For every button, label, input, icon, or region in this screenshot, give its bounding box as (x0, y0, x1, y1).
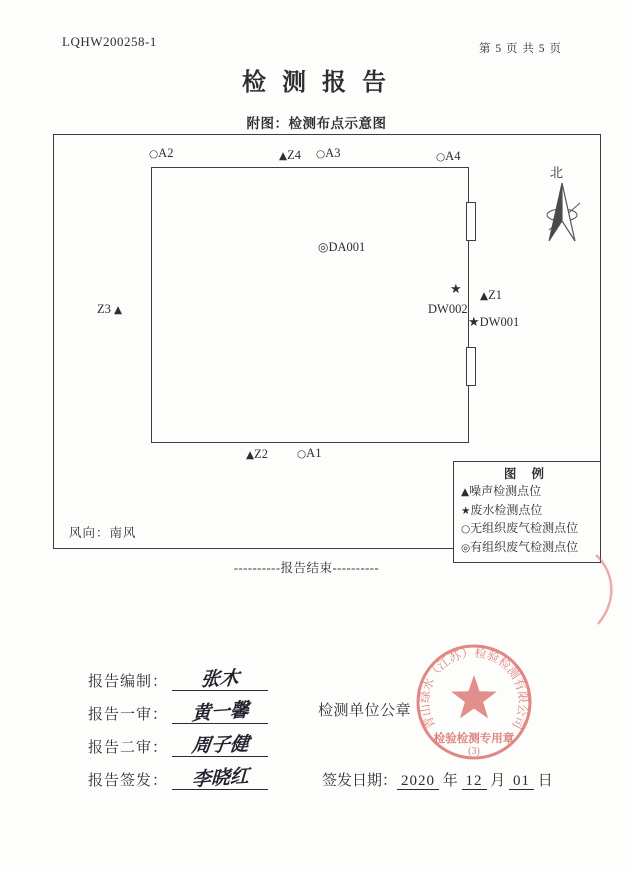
triangle-marker-icon: ▲ (279, 150, 288, 162)
signoff-row-first-review (88, 697, 268, 727)
seal-caption: 检测单位公章 (318, 703, 412, 719)
circle-marker-icon: ○ (297, 448, 307, 460)
legend-label: 废水检测点位 (470, 502, 543, 517)
point-Z4 (279, 148, 301, 163)
circle-marker-icon: ○ (149, 148, 159, 160)
legend-label: 噪声检测点位 (469, 484, 542, 498)
signature-handwriting: 李晓红 (191, 765, 249, 792)
svg-text:青山绿水（江苏）检验检测有限公司 (418, 645, 531, 732)
issue-month: 12 (462, 773, 487, 790)
double-circle-marker-icon: ◎ (461, 541, 471, 554)
year-unit: 年 (442, 773, 458, 789)
compass-north-icon (540, 181, 584, 247)
star-marker-icon: ★ (461, 504, 471, 517)
signoff-row-second-review (88, 730, 268, 760)
seal-number-text: (3) (468, 746, 480, 757)
seal-company-arc-text: 青山绿水（江苏）检验检测有限公司 (417, 645, 531, 732)
star-marker-icon: ★ (450, 282, 462, 297)
legend-item-fugitive-gas (454, 520, 600, 539)
signoff-label: 报告编制： (88, 674, 169, 690)
signature-handwriting: 黄一馨 (191, 699, 249, 726)
legend-label: 有组织废气检测点位 (470, 539, 579, 554)
point-Z2 (246, 447, 268, 462)
triangle-marker-icon: ▲ (246, 449, 255, 461)
legend-title: 图 例 (503, 467, 551, 481)
point-DW002-marker (450, 282, 462, 297)
signoff-row-issuer (88, 763, 268, 793)
point-label: A4 (445, 149, 461, 163)
signoff-label: 报告签发： (88, 773, 169, 789)
signature-handwriting: 周子健 (189, 733, 250, 758)
point-label: Z3 (97, 302, 111, 316)
building-vent-top (466, 202, 476, 241)
point-label: Z2 (254, 447, 268, 461)
triangle-marker-icon: ▲ (480, 290, 489, 302)
site-layout-diagram (53, 134, 601, 554)
point-DA001 (318, 240, 365, 255)
triangle-marker-icon: ▲ (461, 486, 470, 498)
point-A3 (316, 146, 340, 161)
page-title: 检 测 报 告 (242, 70, 391, 96)
signature-line (172, 730, 268, 757)
legend-label: 无组织废气检测点位 (470, 521, 579, 535)
point-Z1 (480, 288, 502, 303)
triangle-marker-icon: ▲ (114, 304, 123, 316)
seal-center-text: 检验检测专用章 (433, 733, 515, 745)
signoff-label: 报告二审： (88, 740, 169, 756)
point-label: Z1 (488, 288, 502, 302)
star-marker-icon: ★ (468, 315, 480, 330)
circle-marker-icon: ○ (316, 148, 326, 160)
issue-day: 01 (509, 773, 534, 790)
issue-date-line (322, 769, 553, 790)
point-A2 (149, 146, 173, 161)
wind-direction: 风向：南风 (69, 526, 137, 540)
circle-marker-icon: ○ (436, 151, 446, 163)
signature-line (172, 697, 268, 724)
point-DW002-label (428, 302, 468, 317)
report-number: LQHW200258-1 (62, 34, 157, 49)
point-label: A2 (158, 146, 174, 160)
issue-year: 2020 (397, 773, 439, 790)
point-label: A1 (306, 446, 322, 460)
legend-item-wastewater (454, 502, 600, 521)
signature-line (172, 763, 268, 790)
legend-box (453, 461, 601, 563)
point-label: DW002 (428, 302, 468, 316)
company-seal-stamp (404, 632, 544, 772)
building-outline (151, 167, 469, 443)
point-label: Z4 (287, 148, 301, 162)
point-label: DW001 (479, 315, 520, 329)
north-label: 北 (550, 165, 564, 180)
point-label: DA001 (328, 240, 366, 254)
seal-star-icon (451, 675, 497, 718)
building-vent-bottom (466, 347, 476, 386)
page-subtitle: 附图：检测布点示意图 (246, 116, 387, 131)
signature-handwriting: 张木 (199, 668, 241, 691)
page-indicator: 第 5 页 共 5 页 (479, 43, 562, 55)
point-A4 (436, 149, 460, 164)
report-end-line: ----------报告结束---------- (233, 561, 380, 575)
signature-line (172, 664, 268, 691)
signoff-label: 报告一审： (88, 707, 169, 723)
legend-item-noise (454, 483, 600, 502)
legend-item-organized-gas (454, 539, 600, 558)
point-DW001 (468, 315, 519, 330)
signoff-row-compiler (88, 664, 268, 694)
double-circle-marker-icon: ◎ (318, 240, 329, 254)
point-Z3 (97, 302, 122, 317)
month-unit: 月 (490, 773, 506, 789)
issue-date-label: 签发日期： (322, 773, 398, 789)
point-label: A3 (325, 146, 341, 160)
circle-marker-icon: ○ (461, 523, 471, 535)
point-A1 (297, 446, 321, 461)
day-unit: 日 (537, 773, 553, 789)
